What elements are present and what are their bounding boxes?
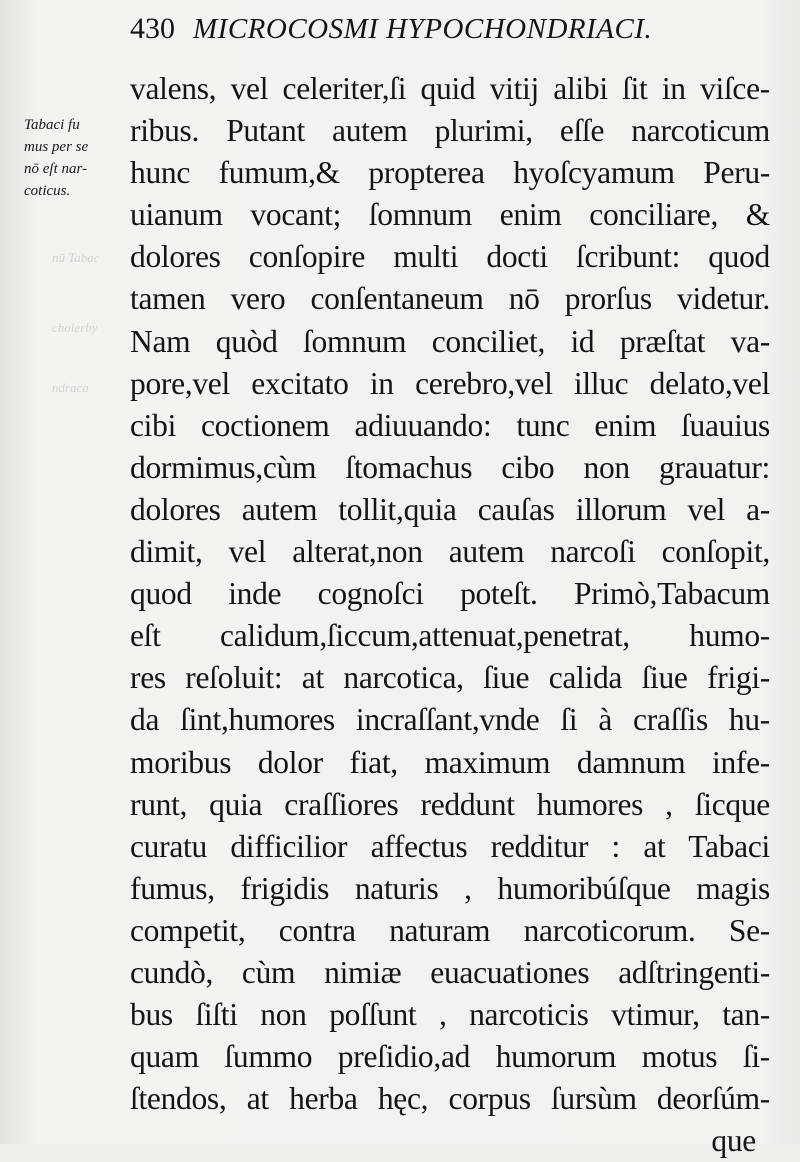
text-line: pore,vel excitato in cerebro,vel illuc delato,vel <box>130 365 770 401</box>
text-line: bus ſiſti non poſſunt , narcoticis vtimur, tan- <box>130 997 770 1033</box>
text-line: da ſint,humores incraſſant,vnde ſi à craſſis hu- <box>130 702 770 738</box>
text-line: runt, quia craſſiores reddunt humores , ſicque <box>130 786 770 822</box>
text-line: dormimus,cùm ſtomachus cibo non grauatur: <box>130 449 770 485</box>
marginal-note-line: Tabaci fu <box>24 117 80 133</box>
show-through-text: ndraca <box>52 380 89 395</box>
running-head: MICROCOSMI HYPOCHONDRIACI. <box>193 13 653 45</box>
text-line: curatu difficilior affectus redditur : at Tabaci <box>130 828 770 864</box>
text-line: moribus dolor fiat, maximum damnum infe- <box>130 744 770 780</box>
text-line: tamen vero conſentaneum nō prorſus videtur. <box>130 281 770 317</box>
text-line: eſt calidum,ſiccum,attenuat,penetrat, humo- <box>130 618 770 654</box>
text-line: res reſoluit: at narcotica, ſiue calida ſiue frigi- <box>130 660 770 696</box>
text-line: ſtendos, at herba hęc, corpus ſursùm deorſúm- <box>130 1081 770 1117</box>
marginal-note-line: mus per se <box>24 139 89 155</box>
show-through-text: nū Tabac <box>52 250 100 265</box>
catchword: que <box>711 1123 756 1159</box>
text-line: competit, contra naturam narcoticorum. Se- <box>130 912 770 948</box>
text-line: dolores conſopire multi docti ſcribunt: quod <box>130 239 770 275</box>
text-line: quam ſummo preſidio,ad humorum motus ſi- <box>130 1039 770 1075</box>
text-line: dimit, vel alterat,non autem narcoſi conſopit, <box>130 534 770 570</box>
text-line: dolores autem tollit,quia cauſas illorum vel a- <box>130 491 770 527</box>
text-line: cibi coctionem adiuuando: tunc enim ſuauius <box>130 407 770 443</box>
body-text <box>130 68 770 1162</box>
marginal-note-line: coticus. <box>24 183 71 199</box>
page-number: 430 <box>130 12 175 45</box>
text-line: hunc fumum,& propterea hyoſcyamum Peru- <box>130 155 770 191</box>
text-line: Nam quòd ſomnum conciliet, id præſtat va- <box>130 323 770 359</box>
text-line: uianum vocant; ſomnum enim conciliare, & <box>130 197 770 233</box>
marginal-note-line: nō eſt nar- <box>24 161 88 177</box>
marginal-note <box>24 114 124 202</box>
text-line: valens, vel celeriter,ſi quid vitij alibi ſit in viſce- <box>130 71 770 106</box>
text-line: quod inde cognoſci poteſt. Primò,Tabacum <box>130 576 770 612</box>
text-line: cundò, cùm nimiæ euacuationes adſtringenti- <box>130 954 770 990</box>
text-line: fumus, frigidis naturis , humoribúſque magis <box>130 870 770 906</box>
page-header <box>130 12 770 60</box>
text-line: ribus. Putant autem plurimi, eſſe narcoticum <box>130 113 770 149</box>
show-through-text: cholerby <box>52 320 98 335</box>
